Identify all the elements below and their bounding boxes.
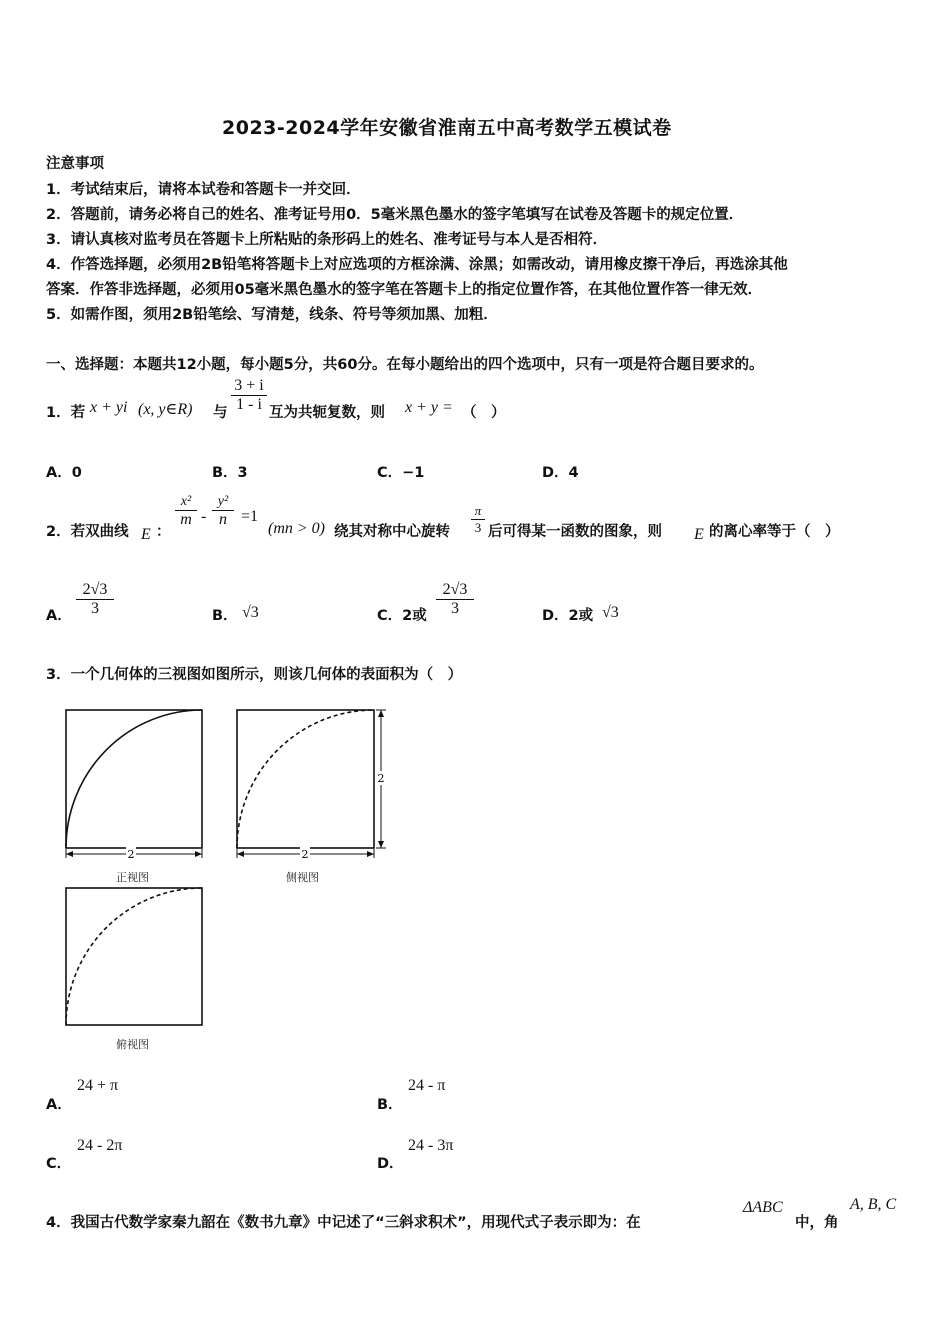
front-view-square xyxy=(66,710,202,848)
q4-text-angle: 中，角 xyxy=(795,1215,839,1231)
q2-minus: - xyxy=(201,508,207,525)
q3-option-b-value: 24 - π xyxy=(408,1077,446,1094)
front-view-dim-label: 2 xyxy=(127,848,135,861)
q2-option-b-value: √3 xyxy=(242,604,259,621)
front-view-arrow-right xyxy=(195,851,202,857)
q1-option-d: D．4 xyxy=(542,465,579,481)
q2-text-after: 后可得某一函数的图象，则 xyxy=(488,524,662,540)
q3-option-d-value: 24 - 3π xyxy=(408,1137,454,1154)
q2-fraction-y xyxy=(212,494,234,529)
q4-text: 4．我国古代数学家秦九韶在《数书九章》中记述了“三斜求积术”，用现代式子表示即为：在 xyxy=(46,1215,641,1231)
q3-option-a-value: 24 + π xyxy=(77,1077,119,1094)
notice-item-4-cont: 答案．作答非选择题，必须用05毫米黑色墨水的签字笔在答题卡上的指定位置作答，在其他位置作答一律无效． xyxy=(46,282,763,298)
side-view-figure xyxy=(231,705,391,865)
q2-fraction-x-num: x² xyxy=(180,494,192,509)
q3-option-c-label: C． xyxy=(46,1156,72,1172)
q1-option-c: C．−1 xyxy=(377,465,425,481)
q3-option-c-value: 24 - 2π xyxy=(77,1137,123,1154)
q2-text-end: 的离心率等于（ ） xyxy=(709,524,840,540)
q2-option-a-num: 2√3 xyxy=(82,581,108,598)
q1-option-b: B．3 xyxy=(212,465,248,481)
q1-fraction-den: 1 - i xyxy=(236,396,262,413)
section-heading: 一、选择题：本题共12小题，每小题5分，共60分。在每小题给出的四个选项中，只有一项是符合题目要求的。 xyxy=(46,357,764,373)
notice-item-4: 4．作答选择题，必须用2B铅笔将答题卡上对应选项的方框涂满、涂黑；如需改动，请用橡皮擦干净后，再选涂其他 xyxy=(46,257,788,273)
front-view-label: 正视图 xyxy=(116,871,149,884)
q2-option-c-den: 3 xyxy=(451,600,459,617)
front-view-arc xyxy=(66,710,202,848)
side-view-arc xyxy=(237,710,374,848)
q2-equals-one: =1 xyxy=(241,508,259,525)
side-view-label: 侧视图 xyxy=(286,871,319,884)
q1-math-xyi: x + yi xyxy=(90,399,128,416)
q2-fraction-pi-den: 3 xyxy=(474,520,482,535)
q2-fraction-x-den: m xyxy=(180,511,192,528)
notice-item-3: 3．请认真核对监考员在答题卡上所粘贴的条形码上的姓名、准考证号与本人是否相符． xyxy=(46,232,608,248)
top-view-square xyxy=(66,888,202,1025)
q2-option-c-label: C．2或 xyxy=(377,608,427,624)
q2-option-b-label: B． xyxy=(212,608,238,624)
side-view-dim-label: 2 xyxy=(301,848,309,861)
q2-text-rotate: 绕其对称中心旋转 xyxy=(334,524,450,540)
page-title: 2023-2024学年安徽省淮南五中高考数学五模试卷 xyxy=(222,117,672,139)
q3-option-d-label: D． xyxy=(377,1156,404,1172)
front-view-arrow-left xyxy=(66,851,73,857)
notice-item-5: 5．如需作图，须用2B铅笔绘、写清楚，线条、符号等须加黑、加粗． xyxy=(46,307,498,323)
q2-fraction-pi-num: π xyxy=(474,503,482,518)
side-view-arrow-right xyxy=(367,851,374,857)
front-view-figure xyxy=(60,705,210,865)
q2-fraction-x xyxy=(175,494,197,529)
side-view-height-label: 2 xyxy=(377,772,385,785)
q2-option-c-frac xyxy=(436,581,474,618)
notice-item-2: 2．答题前，请务必将自己的姓名、准考证号用0．5毫米黑色墨水的签字笔填写在试卷及答题卡的规定位置． xyxy=(46,207,744,223)
q2-fraction-y-den: n xyxy=(219,511,227,528)
q1-text-start: 1．若 xyxy=(46,405,86,421)
notice-heading: 注意事项 xyxy=(46,156,104,172)
q2-math-E2: E xyxy=(694,526,704,543)
q1-math-domain: (x, y∈R) xyxy=(138,401,193,418)
notice-item-1: 1．考试结束后，请将本试卷和答题卡一并交回． xyxy=(46,182,361,198)
side-view-arrow-left xyxy=(237,851,244,857)
q1-option-a: A．0 xyxy=(46,465,82,481)
q2-fraction-pi xyxy=(471,503,485,536)
top-view-arc xyxy=(66,888,202,1025)
q2-option-c-num: 2√3 xyxy=(442,581,468,598)
q3-option-b-label: B． xyxy=(377,1097,403,1113)
q1-fraction xyxy=(231,377,267,414)
q2-option-d-label: D．2或 xyxy=(542,608,594,624)
q2-option-d-value: √3 xyxy=(602,604,619,621)
q2-option-a-frac xyxy=(76,581,114,618)
q2-colon: ： xyxy=(156,524,171,540)
q1-text-conj: 互为共轭复数，则 xyxy=(269,405,385,421)
q2-option-a-den: 3 xyxy=(91,600,99,617)
q1-math-sum: x + y = xyxy=(405,399,453,416)
q2-option-a-label: A． xyxy=(46,608,72,624)
q2-condition: (mn > 0) xyxy=(268,520,326,537)
side-view-arrow-bottom xyxy=(378,841,384,848)
top-view-label: 俯视图 xyxy=(116,1038,149,1051)
q1-fraction-num: 3 + i xyxy=(234,377,264,394)
q3-text: 3．一个几何体的三视图如图所示，则该几何体的表面积为（ ） xyxy=(46,667,463,683)
q4-math-abc: A, B, C xyxy=(850,1196,897,1213)
side-view-square xyxy=(237,710,374,848)
top-view-figure xyxy=(60,883,210,1033)
q3-option-a-label: A． xyxy=(46,1097,72,1113)
q2-text-start: 2．若双曲线 xyxy=(46,524,129,540)
q1-text-with: 与 xyxy=(213,405,228,421)
q1-blank: （ ） xyxy=(462,405,506,421)
side-view-arrow-top xyxy=(378,710,384,717)
q2-math-E: E xyxy=(141,526,151,543)
q2-fraction-y-num: y² xyxy=(217,494,229,509)
q4-math-triangle: ΔABC xyxy=(743,1199,783,1216)
